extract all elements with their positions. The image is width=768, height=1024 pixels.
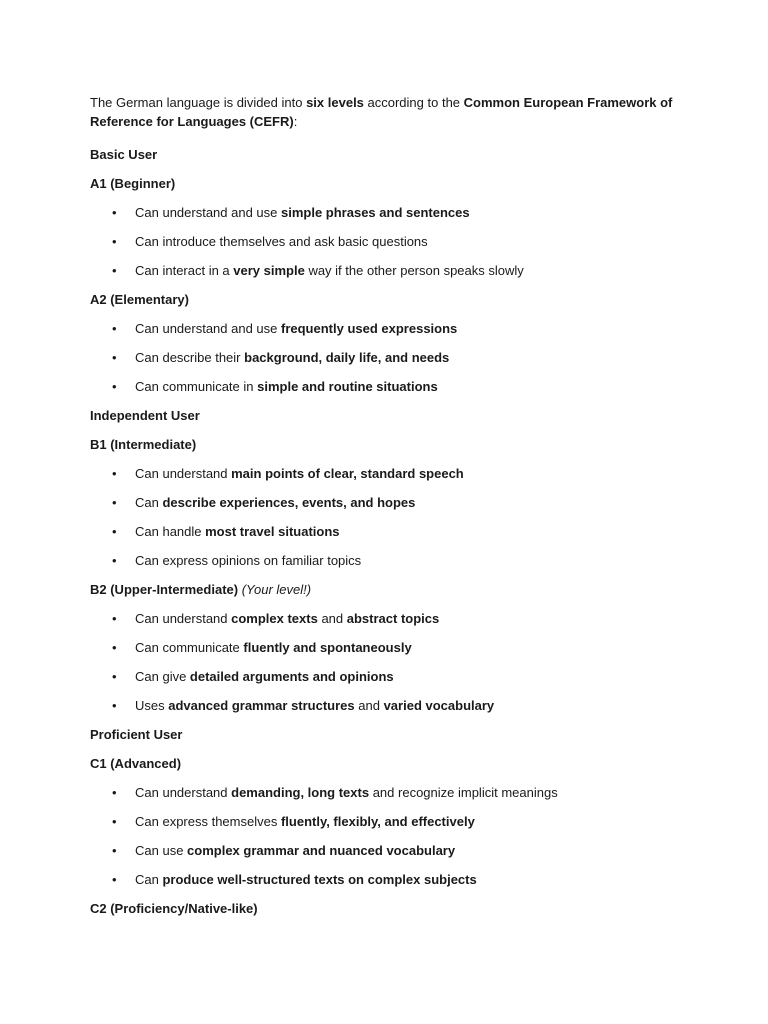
list-item <box>90 778 680 807</box>
text-run: Can communicate in <box>135 379 258 394</box>
text-run: Can <box>135 495 163 510</box>
bold-text: very simple <box>233 263 305 278</box>
level-heading <box>90 575 680 604</box>
level-note: (Your level!) <box>241 582 312 597</box>
list-item <box>90 604 680 633</box>
list-item <box>90 691 680 720</box>
level-name: B1 (Intermediate) <box>90 437 197 452</box>
list-item <box>90 459 680 488</box>
bullet-icon: • <box>112 495 117 510</box>
bullet-icon: • <box>112 698 117 713</box>
intro-paragraph <box>90 93 680 131</box>
list-item <box>90 198 680 227</box>
text-run: and <box>354 698 384 713</box>
bullet-icon: • <box>112 321 117 336</box>
text-run: Can handle <box>135 524 206 539</box>
list-item <box>90 865 680 894</box>
text-run: Can understand and use <box>135 205 281 220</box>
bold-text: describe experiences, events, and hopes <box>162 495 416 510</box>
bullet-icon: • <box>112 785 117 800</box>
level-name: C1 (Advanced) <box>90 756 182 771</box>
bold-text: six levels <box>306 95 364 110</box>
list-item <box>90 662 680 691</box>
bold-text: demanding, long texts <box>231 785 370 800</box>
text-run: way if the other person speaks slowly <box>304 263 524 278</box>
list-item <box>90 227 680 256</box>
level-bullet-list <box>90 198 680 285</box>
bullet-icon: • <box>112 553 117 568</box>
text-run: according to the <box>363 95 464 110</box>
bullet-icon: • <box>112 872 117 887</box>
level-heading <box>90 285 680 314</box>
text-run: Can communicate <box>135 640 244 655</box>
bold-text: advanced grammar structures <box>168 698 355 713</box>
bullet-icon: • <box>112 669 117 684</box>
bold-text: complex texts <box>231 611 318 626</box>
bold-text: fluently, flexibly, and effectively <box>280 814 475 829</box>
bullet-icon: • <box>112 843 117 858</box>
bullet-icon: • <box>112 379 117 394</box>
level-bullet-list <box>90 778 680 894</box>
list-item <box>90 807 680 836</box>
bold-text: main points of clear, standard speech <box>231 466 464 481</box>
level-name: A2 (Elementary) <box>90 292 189 307</box>
list-item <box>90 372 680 401</box>
bullet-icon: • <box>112 466 117 481</box>
bullet-icon: • <box>112 814 117 829</box>
list-item <box>90 488 680 517</box>
level-heading <box>90 169 680 198</box>
group-heading: Basic User <box>90 147 158 162</box>
level-name: B2 (Upper-Intermediate) <box>90 582 239 597</box>
bold-text: abstract topics <box>346 611 440 626</box>
text-run: Can interact in a <box>135 263 234 278</box>
list-item <box>90 517 680 546</box>
level-heading <box>90 894 680 923</box>
spacer <box>90 131 680 140</box>
bold-text: simple phrases and sentences <box>281 205 470 220</box>
text-run: and recognize implicit meanings <box>369 785 558 800</box>
list-item <box>90 836 680 865</box>
text-run: and <box>317 611 347 626</box>
bold-text: produce well-structured texts on complex subjects <box>162 872 477 887</box>
level-bullet-list <box>90 604 680 720</box>
bullet-icon: • <box>112 611 117 626</box>
text-run: Can give <box>135 669 190 684</box>
document-body <box>90 93 680 923</box>
level-heading <box>90 430 680 459</box>
level-name: C2 (Proficiency/Native-like) <box>90 901 258 916</box>
bullet-icon: • <box>112 234 117 249</box>
text-run: Can understand <box>135 785 232 800</box>
text-run: Can <box>135 872 163 887</box>
level-bullet-list <box>90 459 680 575</box>
text-run: Can use <box>135 843 188 858</box>
bullet-icon: • <box>112 524 117 539</box>
list-item <box>90 256 680 285</box>
bullet-icon: • <box>112 263 117 278</box>
bold-text: detailed arguments and opinions <box>189 669 394 684</box>
text-run: Can describe their <box>135 350 245 365</box>
text-run: Can express opinions on familiar topics <box>135 553 362 568</box>
text-run: Can introduce themselves and ask basic questions <box>135 234 428 249</box>
bold-text: simple and routine situations <box>257 379 438 394</box>
text-run: Can express themselves <box>135 814 281 829</box>
text-run: Uses <box>135 698 169 713</box>
bold-text: fluently and spontaneously <box>243 640 412 655</box>
bullet-icon: • <box>112 640 117 655</box>
text-run: Can understand and use <box>135 321 281 336</box>
bullet-icon: • <box>112 205 117 220</box>
bold-text: complex grammar and nuanced vocabulary <box>187 843 456 858</box>
text-run: The German language is divided into <box>90 95 307 110</box>
bold-text: frequently used expressions <box>281 321 458 336</box>
level-heading <box>90 749 680 778</box>
bold-text: Common European Framework of Reference for Languages (CEFR) <box>90 95 673 129</box>
list-item <box>90 314 680 343</box>
level-name: A1 (Beginner) <box>90 176 176 191</box>
group-heading: Independent User <box>90 408 200 423</box>
bullet-icon: • <box>112 350 117 365</box>
cefr-groups <box>90 140 680 923</box>
bold-text: most travel situations <box>205 524 340 539</box>
text-run: Can understand <box>135 611 232 626</box>
bold-text: varied vocabulary <box>383 698 495 713</box>
text-run: Can understand <box>135 466 232 481</box>
group-heading: Proficient User <box>90 727 183 742</box>
bold-text: background, daily life, and needs <box>244 350 450 365</box>
list-item <box>90 546 680 575</box>
list-item <box>90 343 680 372</box>
list-item <box>90 633 680 662</box>
text-run: : <box>293 114 298 129</box>
level-bullet-list <box>90 314 680 401</box>
